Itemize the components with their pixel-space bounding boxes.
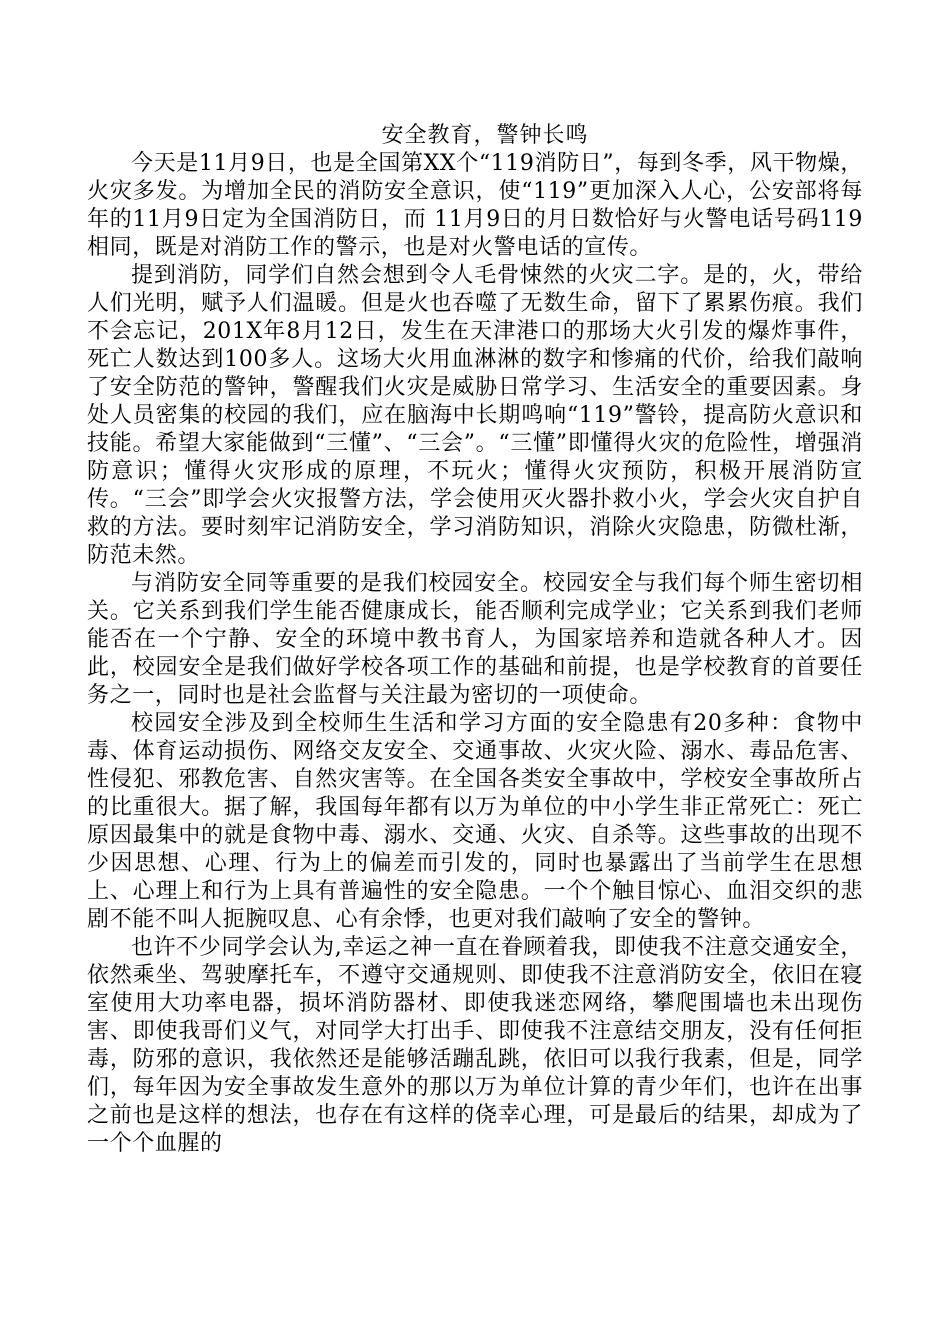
paragraph-luck-mindset: 也许不少同学会认为,幸运之神一直在眷顾着我，即使我不注意交通安全，依然乘坐、驾驶摩托车，不遵守交通规则、即使我不注意消防安全，依旧在寝室使用大功率电器，损坏消防器材、即使我迷恋网络，攀爬围墙也未出现伤害、即使我哥们义气，对同学大打出手、即使我不注意结交朋友，没有任何拒毒，防邪的意识，我依然还是能够活蹦乱跳，依旧可以我行我素，但是，同学们，每年因为安全事故发生意外的那以万为单位计算的青少年们，也许在出事之前也是这样的想法，也存在有这样的侥幸心理，可是最后的结果，却成为了一个个血腥的 (87, 935, 863, 1156)
paragraph-campus-safety: 与消防安全同等重要的是我们校园安全。校园安全与我们每个师生密切相关。它关系到我们学生能否健康成长，能否顺利完成学业；它关系到我们老师能否在一个宁静、安全的环境中教书育人，为国家培养和造就各种人才。因此，校园安全是我们做好学校各项工作的基础和前提，也是学校教育的首要任务之一，同时也是社会监督与关注最为密切的一项使命。 (87, 571, 863, 708)
paragraph-fire-day: 今天是11月9日，也是全国第XX个“119消防日”，每到冬季，风干物燥，火灾多发。为增加全民的消防安全意识，使“119”更加深入人心，公安部将每年的11月9日定为全国消防日，而 11月9日的月日数恰好与火警电话号码119相同，既是对消防工作的警示，也是对火警电话的宣传。 (87, 151, 863, 260)
document-title: 安全教育，警钟长鸣 (381, 123, 589, 148)
document-page (87, 122, 863, 1158)
paragraph-safety-hazards: 校园安全涉及到全校师生生活和学习方面的安全隐患有20多种：食物中毒、体育运动损伤、网络交友安全、交通事故、火灾火险、溺水、毒品危害、性侵犯、邪教危害、自然灾害等。在全国各类安全事故中，学校安全事故所占的比重很大。据了解，我国每年都有以万为单位的中小学生非正常死亡：死亡原因最集中的就是食物中毒、溺水、交通、火灾、自杀等。这些事故的出现不少因思想、心理、行为上的偏差而引发的，同时也暴露出了当前学生在思想上、心理上和行为上具有普遍性的安全隐患。一个个触目惊心、血泪交织的悲剧不能不叫人扼腕叹息、心有余悸，也更对我们敲响了安全的警钟。 (87, 711, 863, 932)
paragraph-fire-safety: 提到消防，同学们自然会想到令人毛骨悚然的火灾二字。是的，火，带给人们光明，赋予人们温暖。但是火也吞噬了无数生命，留下了累累伤痕。我们不会忘记，201X年8月12日，发生在天津港口的那场大火引发的爆炸事件，死亡人数达到100多人。这场大火用血淋淋的数字和惨痛的代价，给我们敲响了安全防范的警钟，警醒我们火灾是威胁日常学习、生活安全的重要因素。身处人员密集的校园的我们，应在脑海中长期鸣响“119”警铃，提高防火意识和技能。希望大家能做到“三懂”、“三会”。“三懂”即懂得火灾的危险性，增强消防意识；懂得火灾形成的原理，不玩火；懂得火灾预防，积极开展消防宣传。“三会”即学会火灾报警方法，学会使用灭火器扑救小火，学会火灾自护自救的方法。要时刻牢记消防安全，学习消防知识，消除火灾隐患，防微杜渐，防范未然。 (87, 263, 863, 568)
